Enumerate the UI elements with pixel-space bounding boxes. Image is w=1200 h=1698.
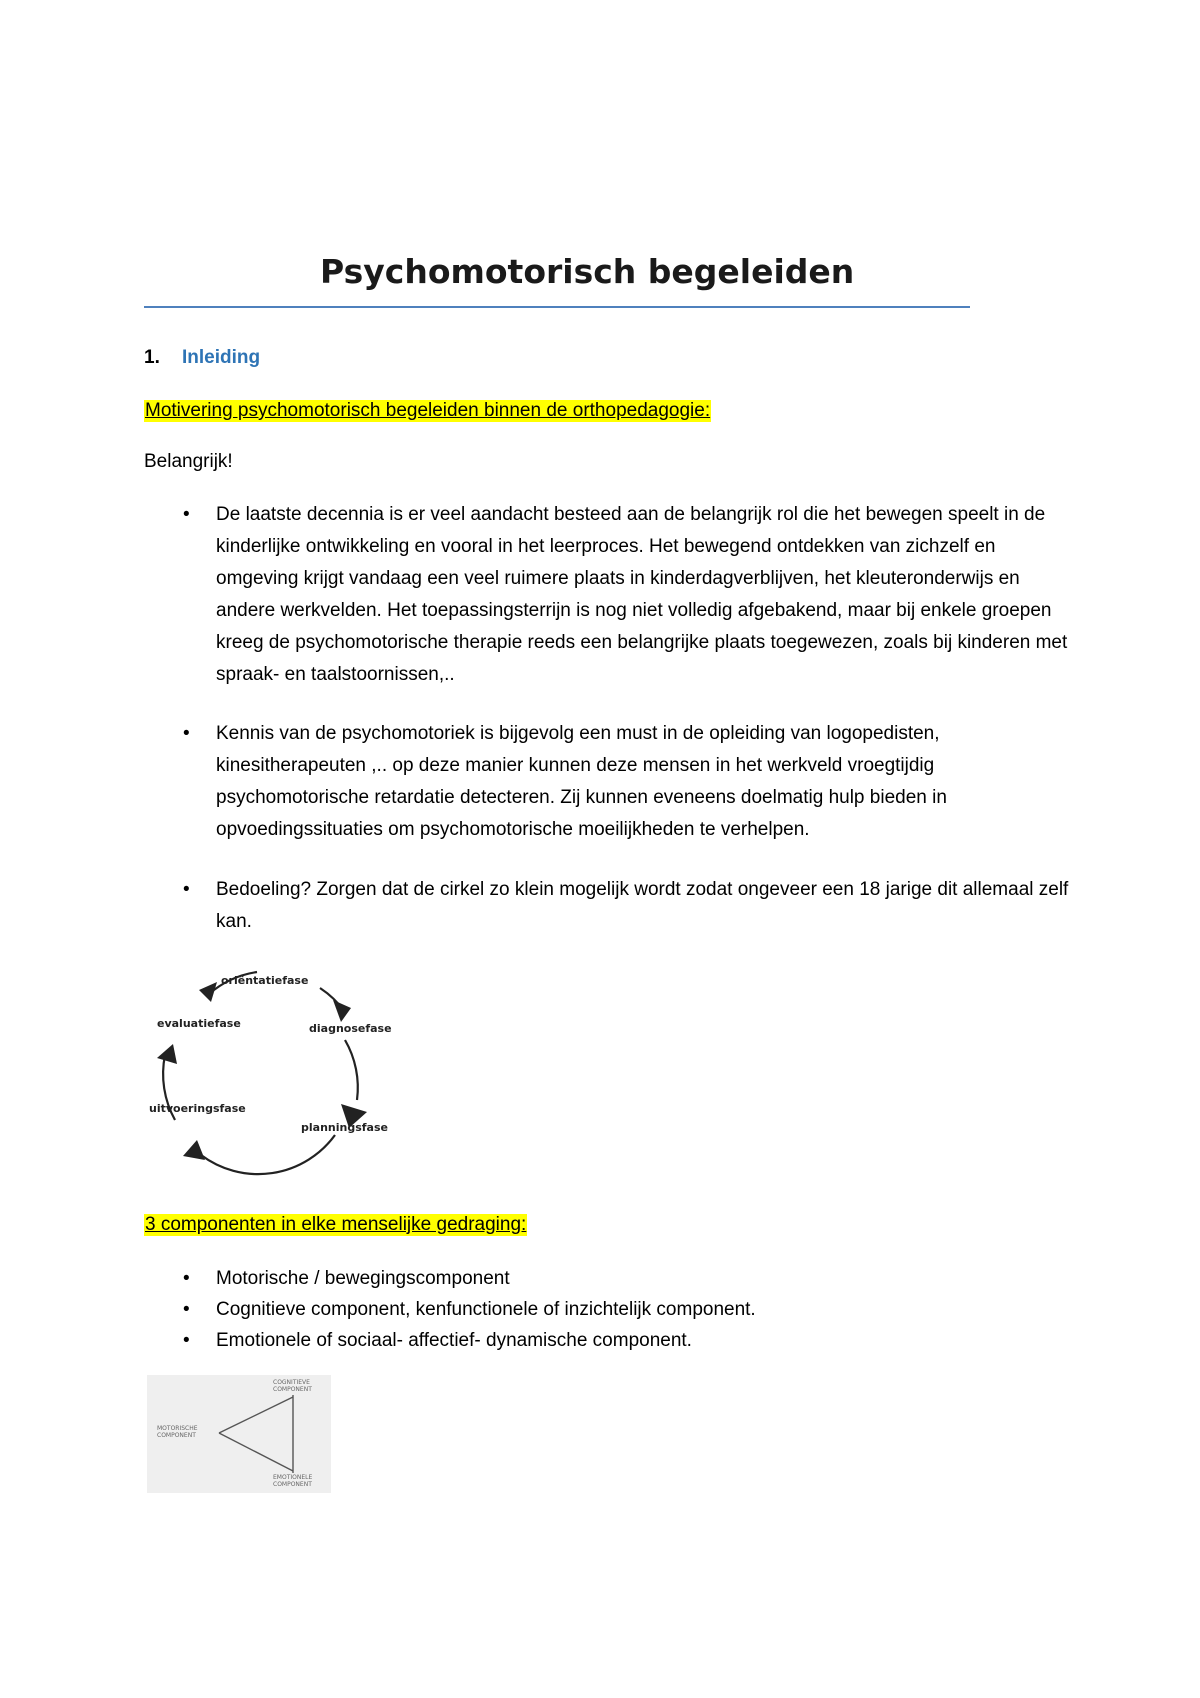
list-item: • Kennis van de psychomotoriek is bijgevolg een must in de opleiding van logopedisten, kinesitherapeuten ,.. op deze manier kunnen deze mensen in het werkveld vroegtijdig psychomotorische retardatie detecteren. Zij kunnen eveneens doelmatig hulp bieden in opvoedingssituaties om psychomotorische moeilijkheden te verhelpen.	[216, 718, 1076, 846]
highlighted-subheading-motivering: Motivering psychomotorisch begeleiden binnen de orthopedagogie:	[145, 400, 711, 421]
arrow-icon	[199, 982, 217, 1002]
section-heading	[144, 347, 260, 369]
triangle-label-top-2: COMPONENT	[273, 1386, 312, 1393]
section-number: 1.	[144, 347, 160, 368]
cycle-label-right-top: diagnosefase	[309, 1022, 392, 1035]
list-item: • Emotionele of sociaal- affectief- dynamische component.	[216, 1325, 1076, 1357]
cycle-label-right-bottom: planningsfase	[301, 1121, 388, 1134]
triangle-label-top-1: COGNITIEVE	[273, 1379, 310, 1386]
arrow-icon	[157, 1044, 177, 1064]
cycle-label-top: oriëntatiefase	[221, 974, 309, 987]
triangle-diagram-graphic	[147, 1375, 331, 1493]
triangle-label-left-2: COMPONENT	[157, 1432, 196, 1439]
cycle-diagram	[145, 960, 405, 1190]
intro-text: Belangrijk!	[144, 451, 233, 472]
list-item: • Motorische / bewegingscomponent	[216, 1263, 1076, 1295]
arrow-icon	[183, 1140, 205, 1160]
page-title: Psychomotorisch begeleiden	[320, 252, 855, 291]
triangle-label-bottom-2: COMPONENT	[273, 1481, 312, 1488]
title-underline	[144, 306, 970, 308]
triangle-label-left-1: MOTORISCHE	[157, 1425, 198, 1432]
highlighted-subheading-componenten: 3 componenten in elke menselijke gedraging:	[145, 1214, 527, 1235]
list-item: • De laatste decennia is er veel aandacht besteed aan de belangrijk rol die het bewegen speelt in de kinderlijke ontwikkeling en vooral in het leerproces. Het bewegend ontdekken van zichzelf en omgeving krijgt vandaag een veel ruimere plaats in kinderdagverblijven, het kleuteronderwijs en andere werkvelden. Het toepassingsterrijn is nog niet volledig afgebakend, maar bij enkele groepen kreeg de psychomotorische therapie reeds een belangrijke plaats toegewezen, zoals bij kinderen met spraak- en taalstoornissen,..	[216, 499, 1076, 691]
cycle-diagram-graphic	[145, 960, 405, 1190]
cycle-label-left-bottom: uitvoeringsfase	[149, 1102, 246, 1115]
triangle-diagram	[147, 1375, 331, 1493]
list-item: • Bedoeling? Zorgen dat de cirkel zo klein mogelijk wordt zodat ongeveer een 18 jarige dit allemaal zelf kan.	[216, 874, 1076, 938]
section-label: Inleiding	[182, 347, 261, 368]
arrow-icon	[333, 1000, 351, 1022]
triangle-label-bottom-1: EMOTIONELE	[273, 1474, 313, 1481]
list-item: • Cognitieve component, kenfunctionele of inzichtelijk component.	[216, 1294, 1076, 1326]
cycle-label-left-top: evaluatiefase	[157, 1017, 241, 1030]
